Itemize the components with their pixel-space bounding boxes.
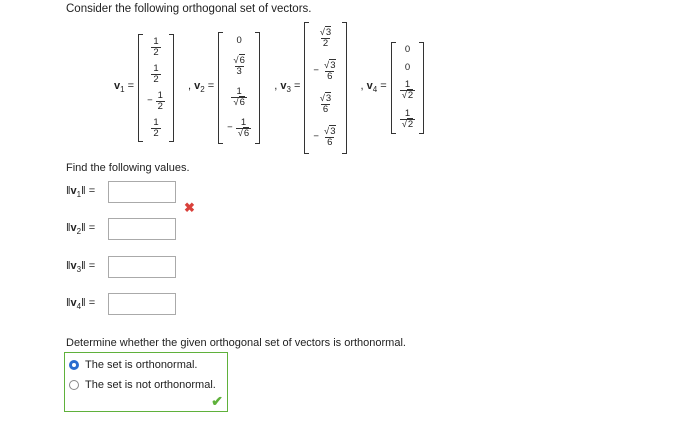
fraction <box>318 94 334 115</box>
denominator: 2 <box>322 37 329 49</box>
vector-entry <box>400 109 416 130</box>
vector-symbol: v <box>70 259 77 272</box>
right-bracket <box>255 32 260 144</box>
vector-symbol: v <box>70 221 77 234</box>
equals-sign: = <box>207 80 215 93</box>
vector-subscript: 1 <box>76 190 82 200</box>
norm-label: $‖v_1‖$ = <box>66 184 96 200</box>
radicand: 6 <box>239 55 245 67</box>
fraction <box>318 28 334 49</box>
comma: , <box>360 80 364 93</box>
right-bracket <box>342 22 347 154</box>
norm-row-v1 <box>66 181 176 203</box>
sqrt-icon: √ <box>323 59 330 71</box>
minus-sign: − <box>227 122 233 134</box>
numerator: 1 <box>240 116 247 128</box>
numerator <box>322 61 338 71</box>
sqrt <box>233 54 245 66</box>
vector-subscript: 2 <box>76 227 82 237</box>
radicand: 6 <box>243 127 250 139</box>
comma: , <box>187 80 191 93</box>
vector-subscript: 2 <box>200 85 205 95</box>
fraction <box>156 91 165 112</box>
numerator: 1 <box>153 35 159 47</box>
numerator <box>318 94 334 104</box>
vector-symbol: v <box>194 80 201 93</box>
vector-entry <box>147 118 165 139</box>
norm-v2-input[interactable] <box>108 218 176 240</box>
entry-value: 0 <box>404 61 411 73</box>
right-bracket <box>169 34 174 142</box>
vector-set <box>104 20 424 155</box>
fraction <box>231 87 247 108</box>
numerator: 1 <box>236 85 242 97</box>
vector-entry <box>227 118 251 139</box>
radicand: 3 <box>325 92 332 104</box>
denominator: 6 <box>327 70 333 82</box>
norm-row-v2 <box>66 218 176 240</box>
minus-sign: − <box>313 131 319 143</box>
vector-3-matrix <box>304 22 346 154</box>
comma: , <box>274 80 278 93</box>
vector-symbol: v <box>70 184 77 197</box>
x-mark-icon: ✖ <box>184 200 195 215</box>
fraction <box>151 118 160 139</box>
vector-entry <box>227 36 251 46</box>
problem-intro: Consider the following orthogonal set of vectors. <box>66 3 312 15</box>
norm-label: $‖v_2‖$ = <box>66 221 96 237</box>
equals-sign: = <box>293 80 301 93</box>
equals-sign: = <box>127 80 135 93</box>
sqrt <box>324 125 336 137</box>
denominator <box>236 128 252 139</box>
denominator: 2 <box>153 46 159 58</box>
vector-label <box>188 80 214 94</box>
fraction <box>151 64 160 85</box>
sqrt-icon: √ <box>319 26 325 38</box>
radio-unselected-icon[interactable] <box>69 380 79 390</box>
entry-value: 0 <box>236 35 242 47</box>
vector-4-matrix <box>391 42 425 134</box>
vector-entry <box>313 61 337 82</box>
equals-sign: = <box>88 259 96 272</box>
denominator: 6 <box>327 136 333 148</box>
radicand: 3 <box>325 26 332 38</box>
vector-entry <box>313 127 337 148</box>
option-orthonormal[interactable] <box>69 359 198 371</box>
checkmark-icon: ✔ <box>211 393 223 409</box>
minus-sign: − <box>313 65 319 77</box>
vector-label <box>361 80 387 94</box>
vector-entry <box>147 91 165 112</box>
sqrt <box>402 89 414 101</box>
vector-entry <box>400 80 416 101</box>
fraction <box>322 61 338 82</box>
vector-entry <box>147 64 165 85</box>
fraction <box>151 37 160 58</box>
numerator <box>318 28 334 38</box>
denominator: 6 <box>322 103 329 115</box>
equals-sign: = <box>88 184 96 197</box>
option-not-orthonormal[interactable] <box>69 379 216 391</box>
vector-entry <box>227 87 251 108</box>
fraction <box>231 56 247 77</box>
norm-row-v3 <box>66 256 176 278</box>
norm-row-v4 <box>66 293 176 315</box>
numerator: 1 <box>404 107 411 119</box>
vector-subscript: 3 <box>286 85 291 95</box>
sqrt <box>320 92 332 104</box>
equals-sign: = <box>88 296 96 309</box>
vector-symbol: v <box>70 296 77 309</box>
fraction <box>236 118 252 139</box>
sqrt-icon: √ <box>401 118 407 130</box>
equals-sign: = <box>380 80 387 93</box>
denominator: 2 <box>153 73 159 85</box>
numerator: 1 <box>153 62 159 74</box>
vector-entries <box>396 42 420 134</box>
sqrt-icon: √ <box>401 90 407 102</box>
option-label: The set is orthonormal. <box>85 359 198 371</box>
vector-entry <box>313 94 337 115</box>
vector-symbol: v <box>280 80 287 93</box>
numerator: 1 <box>157 89 163 101</box>
sqrt <box>402 118 414 130</box>
vector-subscript: 4 <box>372 85 378 95</box>
sqrt-icon: √ <box>233 55 239 67</box>
sqrt-icon: √ <box>319 92 325 104</box>
vector-entry <box>227 56 251 77</box>
denominator <box>400 90 416 101</box>
vector-symbol: v <box>114 80 121 93</box>
vector-entry <box>400 45 416 55</box>
right-bracket <box>419 42 424 134</box>
denominator: 2 <box>157 100 163 112</box>
radicand: 3 <box>330 59 336 71</box>
denominator <box>231 97 247 108</box>
fraction <box>400 80 416 101</box>
norm-label: $‖v_3‖$ = <box>66 259 96 275</box>
vector-entries <box>143 34 169 142</box>
norm-v1-input[interactable] <box>108 181 176 203</box>
numerator: 1 <box>153 116 159 128</box>
vector-entry <box>147 37 165 58</box>
norm-v4-input[interactable] <box>108 293 176 315</box>
sqrt-icon: √ <box>233 96 239 108</box>
entry-value: 0 <box>404 44 411 56</box>
vector-entries <box>223 32 255 144</box>
numerator <box>231 56 247 66</box>
vector-subscript: 3 <box>76 265 82 275</box>
denominator: 3 <box>236 66 242 78</box>
vector-subscript: 4 <box>76 302 82 312</box>
numerator: 1 <box>404 79 411 91</box>
option-label: The set is not orthonormal. <box>85 379 216 391</box>
equals-sign: = <box>88 221 96 234</box>
vector-subscript: 1 <box>120 85 125 95</box>
vector-2-matrix <box>218 32 260 144</box>
vector-label <box>114 80 134 94</box>
vector-entry <box>400 63 416 73</box>
radicand: 2 <box>407 90 414 102</box>
norm-label: $‖v_4‖$ = <box>66 296 96 312</box>
vector-1-matrix <box>138 34 174 142</box>
radicand: 6 <box>239 96 245 108</box>
orthonormal-choices <box>64 352 228 412</box>
sqrt <box>320 26 332 38</box>
vector-entry <box>313 28 337 49</box>
find-instruction: Find the following values. <box>66 162 190 174</box>
sqrt-icon: √ <box>323 125 330 137</box>
minus-sign: − <box>147 95 153 107</box>
sqrt <box>233 96 245 108</box>
fraction <box>400 109 416 130</box>
sqrt-icon: √ <box>237 127 243 139</box>
numerator <box>322 127 338 137</box>
fraction <box>322 127 338 148</box>
norm-v3-input[interactable] <box>108 256 176 278</box>
determine-question: Determine whether the given orthogonal set of vectors is orthonormal. <box>66 337 406 349</box>
radicand: 3 <box>330 125 336 137</box>
radio-selected-icon[interactable] <box>69 360 79 370</box>
vector-symbol: v <box>366 80 373 93</box>
vector-entries <box>309 22 341 154</box>
vector-label <box>274 80 300 94</box>
sqrt <box>238 127 250 139</box>
sqrt <box>324 59 336 71</box>
denominator: 2 <box>153 127 159 139</box>
radicand: 2 <box>407 118 414 130</box>
denominator <box>400 119 416 130</box>
